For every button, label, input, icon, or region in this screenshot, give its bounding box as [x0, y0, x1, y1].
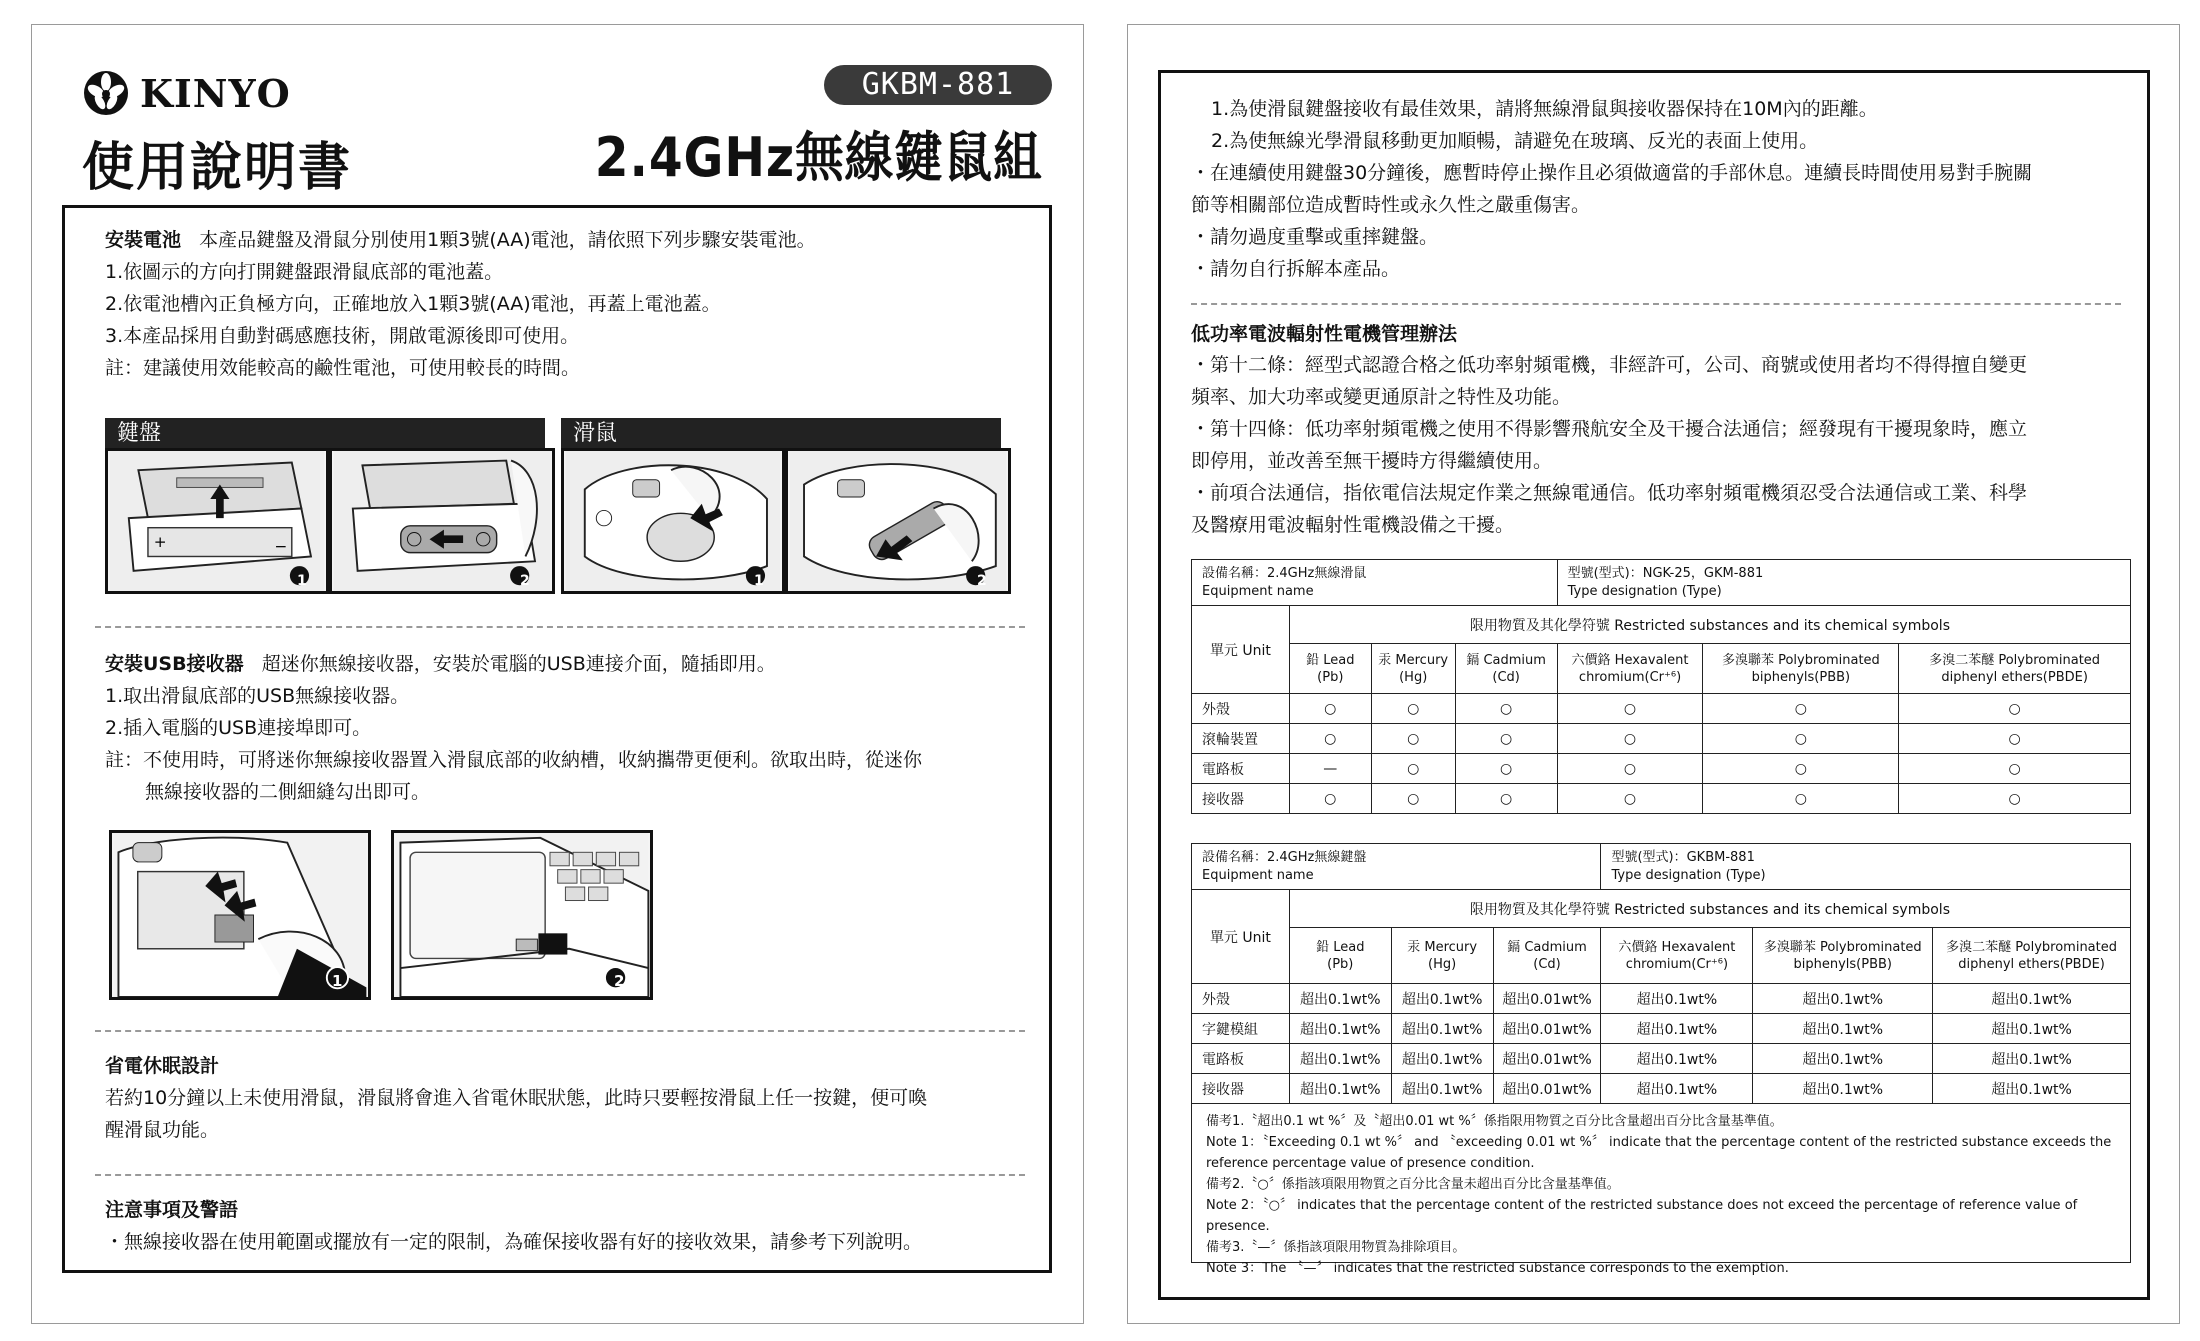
usb-step1-num: 1 — [332, 972, 343, 990]
cell: ○ — [1703, 694, 1899, 724]
warnings-heading: 注意事項及警語 — [105, 1199, 239, 1221]
cell: ○ — [1289, 784, 1371, 814]
cell: ○ — [1899, 694, 2131, 724]
col-header: 六價鉻 Hexavalent — [1618, 939, 1736, 955]
table-row — [1192, 984, 2131, 1014]
note-line: 備考2.〝○〞係指該項限用物質之百分比含量未超出百分比含量基準值。 — [1206, 1177, 1620, 1192]
table-row — [1192, 784, 2131, 814]
rohs-notes — [1191, 1103, 2131, 1276]
notice-bullet-1: ・在連續使用鍵盤30分鐘後，應暫時停止操作且必須做適當的手部休息。連續長時間使用易對手腕關 — [1191, 162, 2033, 184]
keyboard-battery-cover-icon — [108, 451, 326, 591]
notice-item-2: 2.為使無線光學滑鼠移動更加順暢，請避免在玻璃、反光的表面上使用。 — [1211, 130, 1819, 152]
col-header: 多溴二苯醚 Polybrominated — [1946, 939, 2118, 955]
col-header-symbol: (Pb) — [1327, 956, 1354, 972]
col-header-symbol: chromium(Cr⁺⁶) — [1578, 669, 1682, 685]
cell: 超出0.01wt% — [1493, 984, 1601, 1014]
cell: 超出0.1wt% — [1391, 1074, 1493, 1104]
col-header-symbol: (Pb) — [1317, 669, 1344, 685]
battery-note: 註：建議使用效能較高的鹼性電池，可使用較長的時間。 — [105, 357, 581, 379]
rohs-table-mouse — [1191, 559, 2131, 814]
regulations-box — [1158, 70, 2150, 1300]
cell: ○ — [1557, 694, 1703, 724]
col-header: 汞 Mercury — [1378, 652, 1449, 668]
keyboard-step1-illustration — [105, 448, 329, 594]
cell: ○ — [1557, 784, 1703, 814]
battery-step-1: 1.依圖示的方向打開鍵盤跟滑鼠底部的電池蓋。 — [105, 261, 504, 283]
product-title: 2.4GHz無線鍵鼠組 — [595, 126, 1043, 189]
notice-bullet-3: ・請勿自行拆解本產品。 — [1191, 258, 1401, 280]
cell: ○ — [1899, 724, 2131, 754]
kinyo-logo-icon — [82, 69, 130, 117]
unit-header: 單元 Unit — [1192, 890, 1290, 984]
doc-title: 使用說明書 — [82, 137, 353, 198]
row-unit: 接收器 — [1192, 784, 1290, 814]
sleep-heading: 省電休眠設計 — [105, 1055, 220, 1077]
row-unit: 滾輪裝置 — [1192, 724, 1290, 754]
col-header: 鉛 Lead — [1306, 652, 1355, 668]
cell: ○ — [1455, 784, 1557, 814]
note-line: 備考1.〝超出0.1 wt %〞及〝超出0.01 wt %〞係指限用物質之百分比含量超出百分比含量基準值。 — [1206, 1114, 1783, 1129]
note-line: Note 1：〝Exceeding 0.1 wt %〞 and 〝exceeding 0.01 wt %〞 indicate that the percentage content of the restricted substance exceeds the — [1206, 1135, 2112, 1150]
cell: 超出0.1wt% — [1933, 984, 2131, 1014]
cell: ○ — [1371, 694, 1455, 724]
cell: 超出0.1wt% — [1933, 1014, 2131, 1044]
model-badge: GKBM-881 — [824, 65, 1052, 105]
battery-step-3: 3.本產品採用自動對碼感應技術，開啟電源後即可使用。 — [105, 325, 580, 347]
table-row — [1192, 1014, 2131, 1044]
usb-intro: 超迷你無線接收器，安裝於電腦的USB連接介面，隨插即用。 — [261, 653, 776, 675]
usb-step-2: 2.插入電腦的USB連接埠即可。 — [105, 717, 372, 739]
cell: ○ — [1455, 754, 1557, 784]
regulation-item-2: ・第十四條：低功率射頻電機之使用不得影響飛航安全及干擾合法通信；經發現有干擾現象時，應立 — [1191, 418, 2028, 440]
cell: ○ — [1371, 784, 1455, 814]
keyboard-step2-num: 2 — [520, 573, 530, 589]
unit-header: 單元 Unit — [1192, 606, 1290, 694]
col-header-symbol: (Hg) — [1428, 956, 1457, 972]
note-line: 備考3.〝—〞係指該項限用物質為排除項目。 — [1206, 1240, 1466, 1255]
cell: 超出0.1wt% — [1601, 1044, 1753, 1074]
cell: 超出0.1wt% — [1289, 984, 1391, 1014]
note-line: reference percentage value of presence condition. — [1206, 1156, 1535, 1171]
battery-intro: 本產品鍵盤及滑鼠分別使用1顆3號(AA)電池，請依照下列步驟安裝電池。 — [199, 229, 816, 251]
cell: 超出0.1wt% — [1933, 1044, 2131, 1074]
usb-heading: 安裝USB接收器 — [105, 653, 244, 675]
cell: ○ — [1289, 724, 1371, 754]
cell: ○ — [1557, 754, 1703, 784]
table-row — [1192, 1074, 2131, 1104]
cell: ○ — [1899, 784, 2131, 814]
cell: 超出0.1wt% — [1753, 1014, 1933, 1044]
equip-name-en: Equipment name — [1202, 583, 1314, 599]
notice-bullet-2: ・請勿過度重擊或重摔鍵盤。 — [1191, 226, 1439, 248]
col-header-symbol: diphenyl ethers(PBDE) — [1941, 669, 2088, 685]
col-header-symbol: biphenyls(PBB) — [1751, 669, 1851, 685]
usb-step2-num: 2 — [614, 972, 625, 990]
instructions-box — [62, 205, 1052, 1273]
note-line: Note 3：The 〝—〞 indicates that the restricted substance corresponds to the exemption. — [1206, 1261, 1789, 1276]
cell: ○ — [1899, 754, 2131, 784]
type-designation: 型號(型式)：NGK-25，GKM-881 — [1567, 565, 1764, 581]
sleep-section — [105, 1050, 1025, 1146]
table-row — [1192, 1044, 2131, 1074]
row-unit: 電路板 — [1192, 754, 1290, 784]
note-line: Note 2：〝○〞 indicates that the percentage content of the restricted substance does not exceed the percentage of reference value of presence. — [1206, 1198, 2078, 1234]
cell: 超出0.1wt% — [1753, 1074, 1933, 1104]
row-unit: 接收器 — [1192, 1074, 1290, 1104]
divider — [1191, 303, 2121, 305]
table-row — [1192, 754, 2131, 784]
cell: ○ — [1371, 724, 1455, 754]
cell: 超出0.1wt% — [1601, 1074, 1753, 1104]
col-header-symbol: (Hg) — [1399, 669, 1428, 685]
cell: ○ — [1371, 754, 1455, 784]
type-designation-en: Type designation (Type) — [1567, 583, 1722, 599]
col-header-symbol: chromium(Cr⁺⁶) — [1625, 956, 1729, 972]
col-header: 鎘 Cadmium — [1466, 652, 1546, 668]
cell: 超出0.1wt% — [1289, 1044, 1391, 1074]
page-left — [31, 24, 1084, 1324]
warnings-section — [105, 1194, 1025, 1258]
usb-step-1: 1.取出滑鼠底部的USB無線接收器。 — [105, 685, 410, 707]
sleep-text: 若約10分鐘以上未使用滑鼠，滑鼠將會進入省電休眠狀態，此時只要輕按滑鼠上任一按鍵，便可喚 — [105, 1087, 928, 1109]
regulation-heading: 低功率電波輻射性電機管理辦法 — [1191, 323, 1458, 345]
cell: 超出0.1wt% — [1391, 1044, 1493, 1074]
regulation-list — [1191, 349, 2131, 541]
divider — [95, 626, 1025, 628]
cell: ○ — [1557, 724, 1703, 754]
col-header-symbol: (Cd) — [1492, 669, 1520, 685]
cell: 超出0.01wt% — [1493, 1014, 1601, 1044]
table-row — [1192, 724, 2131, 754]
cell: 超出0.1wt% — [1601, 984, 1753, 1014]
table-row — [1192, 694, 2131, 724]
rohs-table-keyboard — [1191, 843, 2131, 1104]
col-header: 鉛 Lead — [1316, 939, 1365, 955]
restricted-header: 限用物質及其化學符號 Restricted substances and its chemical symbols — [1289, 606, 2130, 644]
col-header: 鎘 Cadmium — [1507, 939, 1587, 955]
col-header-symbol: biphenyls(PBB) — [1793, 956, 1892, 972]
cell: 超出0.1wt% — [1289, 1074, 1391, 1104]
regulation-item-3-cont: 及醫療用電波輻射性電機設備之干擾。 — [1191, 514, 1515, 536]
svg-text:−: − — [274, 537, 288, 556]
warnings-item-1: ・無線接收器在使用範圍或擺放有一定的限制，為確保接收器有好的接收效果，請參考下列說明。 — [105, 1231, 923, 1253]
notice-list — [1191, 93, 2131, 285]
row-unit: 外殼 — [1192, 694, 1290, 724]
col-header: 多溴聯苯 Polybrominated — [1721, 652, 1880, 668]
cell: 超出0.1wt% — [1753, 984, 1933, 1014]
keyboard-label: 鍵盤 — [105, 418, 545, 450]
notice-bullet-1-cont: 節等相關部位造成暫時性或永久性之嚴重傷害。 — [1191, 194, 1591, 216]
col-header: 六價鉻 Hexavalent — [1571, 652, 1689, 668]
usb-section — [105, 648, 1025, 808]
row-unit: 字鍵模組 — [1192, 1014, 1290, 1044]
mouse-step2-num: 2 — [977, 573, 987, 589]
battery-heading: 安裝電池 — [105, 229, 182, 251]
cell: ○ — [1703, 754, 1899, 784]
battery-section — [105, 224, 1025, 384]
regulation-item-2-cont: 即停用，並改善至無干擾時方得繼續使用。 — [1191, 450, 1553, 472]
row-unit: 電路板 — [1192, 1044, 1290, 1074]
restricted-header: 限用物質及其化學符號 Restricted substances and its chemical symbols — [1289, 890, 2130, 928]
cell: ○ — [1703, 724, 1899, 754]
usb-insert-icon — [394, 833, 650, 997]
usb-note-cont: 無線接收器的二側細縫勾出即可。 — [145, 781, 431, 803]
sleep-text-cont: 醒滑鼠功能。 — [105, 1119, 220, 1141]
equip-name: 設備名稱：2.4GHz無線鍵盤 — [1202, 849, 1367, 865]
col-header-symbol: diphenyl ethers(PBDE) — [1958, 956, 2105, 972]
brand — [82, 69, 291, 117]
cell: 超出0.1wt% — [1753, 1044, 1933, 1074]
col-header: 多溴二苯醚 Polybrominated — [1929, 652, 2101, 668]
cell: 超出0.01wt% — [1493, 1074, 1601, 1104]
mouse-cover-icon — [564, 451, 782, 591]
brand-name: KINYO — [140, 70, 291, 116]
usb-note: 註：不使用時，可將迷你無線接收器置入滑鼠底部的收納槽，收納攜帶更便利。欲取出時，從迷你 — [105, 749, 923, 771]
cell: ○ — [1703, 784, 1899, 814]
cell: 超出0.1wt% — [1391, 984, 1493, 1014]
mouse-label: 滑鼠 — [561, 418, 1001, 450]
cell: ○ — [1455, 694, 1557, 724]
cell: 超出0.1wt% — [1601, 1014, 1753, 1044]
svg-text:+: + — [153, 532, 167, 551]
battery-step-2: 2.依電池槽內正負極方向，正確地放入1顆3號(AA)電池，再蓋上電池蓋。 — [105, 293, 721, 315]
cell: — — [1289, 754, 1371, 784]
cell: ○ — [1289, 694, 1371, 724]
cell: 超出0.01wt% — [1493, 1044, 1601, 1074]
row-unit: 外殼 — [1192, 984, 1290, 1014]
regulation-item-1: ・第十二條：經型式認證合格之低功率射頻電機，非經許可，公司、商號或使用者均不得得擅自變更 — [1191, 354, 2028, 376]
equip-name-en: Equipment name — [1202, 867, 1314, 883]
regulation-item-3: ・前項合法通信，指依電信法規定作業之無線電通信。低功率射頻電機須忍受合法通信或工業、科學 — [1191, 482, 2028, 504]
type-designation: 型號(型式)：GKBM-881 — [1611, 849, 1755, 865]
battery-insert-icon — [332, 451, 552, 591]
mouse-step1-num: 1 — [754, 573, 764, 589]
equip-name: 設備名稱：2.4GHz無線滑鼠 — [1202, 565, 1367, 581]
divider — [95, 1174, 1025, 1176]
cell: 超出0.1wt% — [1933, 1074, 2131, 1104]
type-designation-en: Type designation (Type) — [1611, 867, 1766, 883]
col-header: 多溴聯苯 Polybrominated — [1763, 939, 1922, 955]
notice-item-1: 1.為使滑鼠鍵盤接收有最佳效果，請將無線滑鼠與接收器保持在10M內的距離。 — [1211, 98, 1878, 120]
col-header: 汞 Mercury — [1407, 939, 1478, 955]
keyboard-step1-num: 1 — [297, 573, 307, 589]
cell: 超出0.1wt% — [1391, 1014, 1493, 1044]
col-header-symbol: (Cd) — [1533, 956, 1561, 972]
page-right — [1127, 24, 2180, 1324]
cell: 超出0.1wt% — [1289, 1014, 1391, 1044]
cell: ○ — [1455, 724, 1557, 754]
divider — [95, 1030, 1025, 1032]
mouse-step1-illustration — [561, 448, 785, 594]
regulation-item-1-cont: 頻率、加大功率或變更通原計之特性及功能。 — [1191, 386, 1572, 408]
usb-remove-icon — [112, 833, 368, 997]
mouse-battery-icon — [788, 451, 1008, 591]
